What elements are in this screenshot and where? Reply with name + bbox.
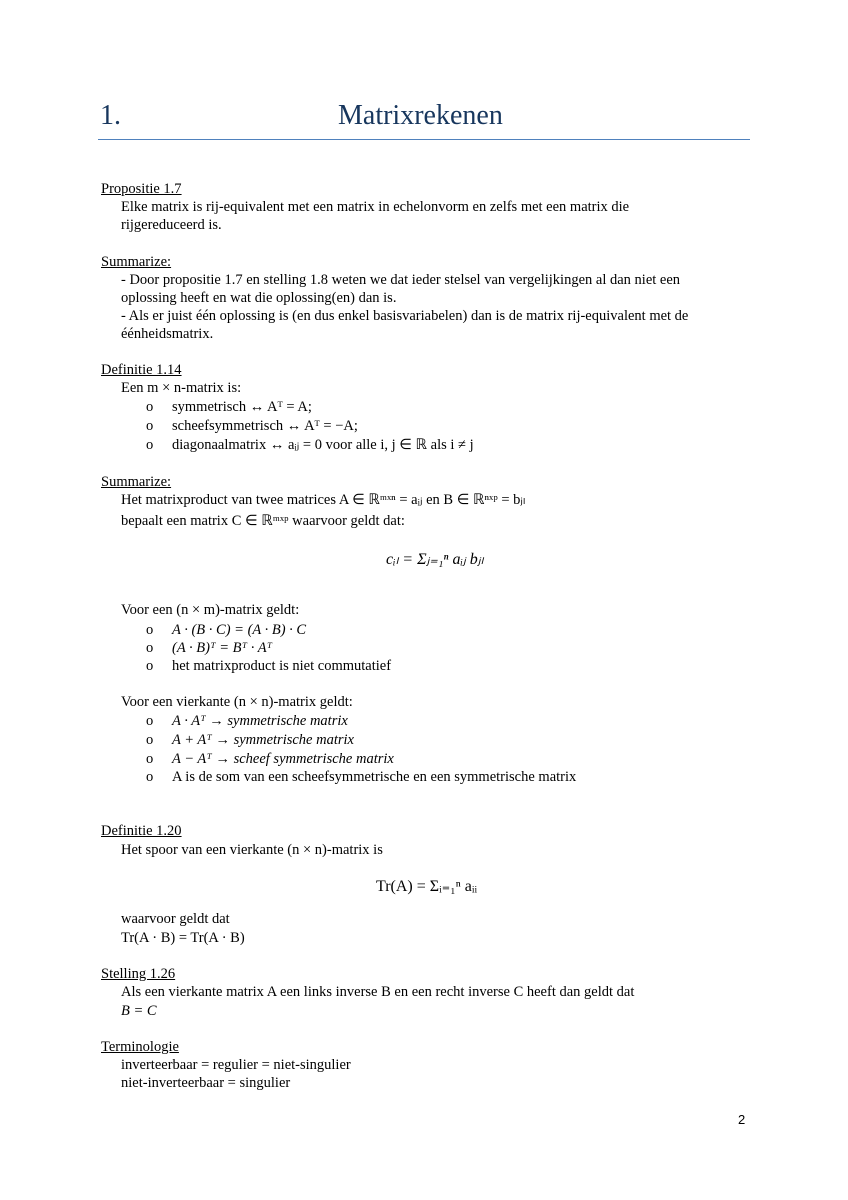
circle-bullet-icon: o (146, 658, 154, 674)
nn-intro: Voor een vierkante (n × n)-matrix geldt: (121, 694, 353, 710)
term-line1: inverteerbaar = regulier = niet-singulier (121, 1057, 351, 1073)
circle-bullet-icon: o (146, 769, 154, 785)
nn-bullet-4: A is de som van een scheefsymmetrische en een symmetrische matrix (172, 769, 577, 785)
nm-bullet-1: A · (B · C) = (A · B) · C (172, 622, 307, 638)
def120-intro: Het spoor van een vierkante (n × n)-matrix is (121, 842, 383, 858)
term-heading: Terminologie (101, 1039, 179, 1055)
circle-bullet-icon: o (146, 732, 154, 748)
summary2-line2: bepaalt een matrix C ∈ ℝᵐˣᵖ waarvoor geldt dat: (121, 513, 405, 529)
st126-line2: B = C (121, 1003, 157, 1019)
prop17-heading: Propositie 1.7 (101, 181, 182, 197)
summary2-heading: Summarize: (101, 474, 172, 490)
def114-bullet-1: symmetrisch ↔ Aᵀ = A; (172, 399, 312, 415)
circle-bullet-icon: o (146, 418, 154, 434)
def114-intro: Een m × n-matrix is: (121, 380, 242, 396)
nm-bullet-3: het matrixproduct is niet commutatief (172, 658, 392, 674)
trace-formula: Tr(A) = Σᵢ₌₁ⁿ aᵢᵢ (376, 878, 478, 895)
term-line2: niet-inverteerbaar = singulier (121, 1075, 291, 1091)
summary1-line3: - Als er juist één oplossing is (en dus enkel basisvariabelen) dan is de matrix rij-equivalent met de (121, 308, 689, 324)
circle-bullet-icon: o (146, 622, 154, 638)
def114-heading: Definitie 1.14 (101, 362, 182, 378)
chapter-number: 1. (100, 100, 121, 131)
page-number: 2 (738, 1112, 746, 1127)
prop17-line2: rijgereduceerd is. (121, 217, 222, 233)
nn-bullet-2: A + Aᵀ → symmetrische matrix (172, 732, 354, 748)
def120-heading: Definitie 1.20 (101, 823, 182, 839)
nn-bullet-1: A · Aᵀ → symmetrische matrix (172, 713, 348, 729)
circle-bullet-icon: o (146, 399, 154, 415)
def120-line1: waarvoor geldt dat (121, 911, 230, 927)
nm-intro: Voor een (n × m)-matrix geldt: (121, 602, 300, 618)
def114-bullet-2: scheefsymmetrisch ↔ Aᵀ = −A; (172, 418, 358, 434)
prop17-line1: Elke matrix is rij-equivalent met een matrix in echelonvorm en zelfs met een matrix die (121, 199, 630, 215)
nn-bullet-3: A − Aᵀ → scheef symmetrische matrix (172, 751, 394, 767)
heading-rule (98, 139, 750, 140)
matrix-product-formula: cᵢₗ = Σⱼ₌₁ⁿ aᵢⱼ bⱼₗ (386, 551, 484, 568)
summary1-heading: Summarize: (101, 254, 172, 270)
def114-bullet-3: diagonaalmatrix ↔ aᵢⱼ = 0 voor alle i, j ∈ ℝ als i ≠ j (172, 437, 474, 453)
st126-heading: Stelling 1.26 (101, 966, 176, 982)
circle-bullet-icon: o (146, 437, 154, 453)
def120-line2: Tr(A · B) = Tr(A · B) (121, 930, 245, 946)
summary2-line1: Het matrixproduct van twee matrices A ∈ ℝᵐˣⁿ = aᵢⱼ en B ∈ ℝⁿˣᵖ = bⱼₗ (121, 492, 526, 508)
summary1-line2: oplossing heeft en wat die oplossing(en) dan is. (121, 290, 397, 306)
summary1-line4: éénheidsmatrix. (121, 326, 214, 342)
st126-line1: Als een vierkante matrix A een links inverse B en een recht inverse C heeft dan geldt dat (121, 984, 635, 1000)
circle-bullet-icon: o (146, 713, 154, 729)
chapter-title: Matrixrekenen (338, 100, 503, 131)
circle-bullet-icon: o (146, 640, 154, 656)
nm-bullet-2: (A · B)ᵀ = Bᵀ · Aᵀ (172, 640, 273, 656)
circle-bullet-icon: o (146, 751, 154, 767)
summary1-line1: - Door propositie 1.7 en stelling 1.8 weten we dat ieder stelsel van vergelijkingen al dan niet een (121, 272, 681, 288)
